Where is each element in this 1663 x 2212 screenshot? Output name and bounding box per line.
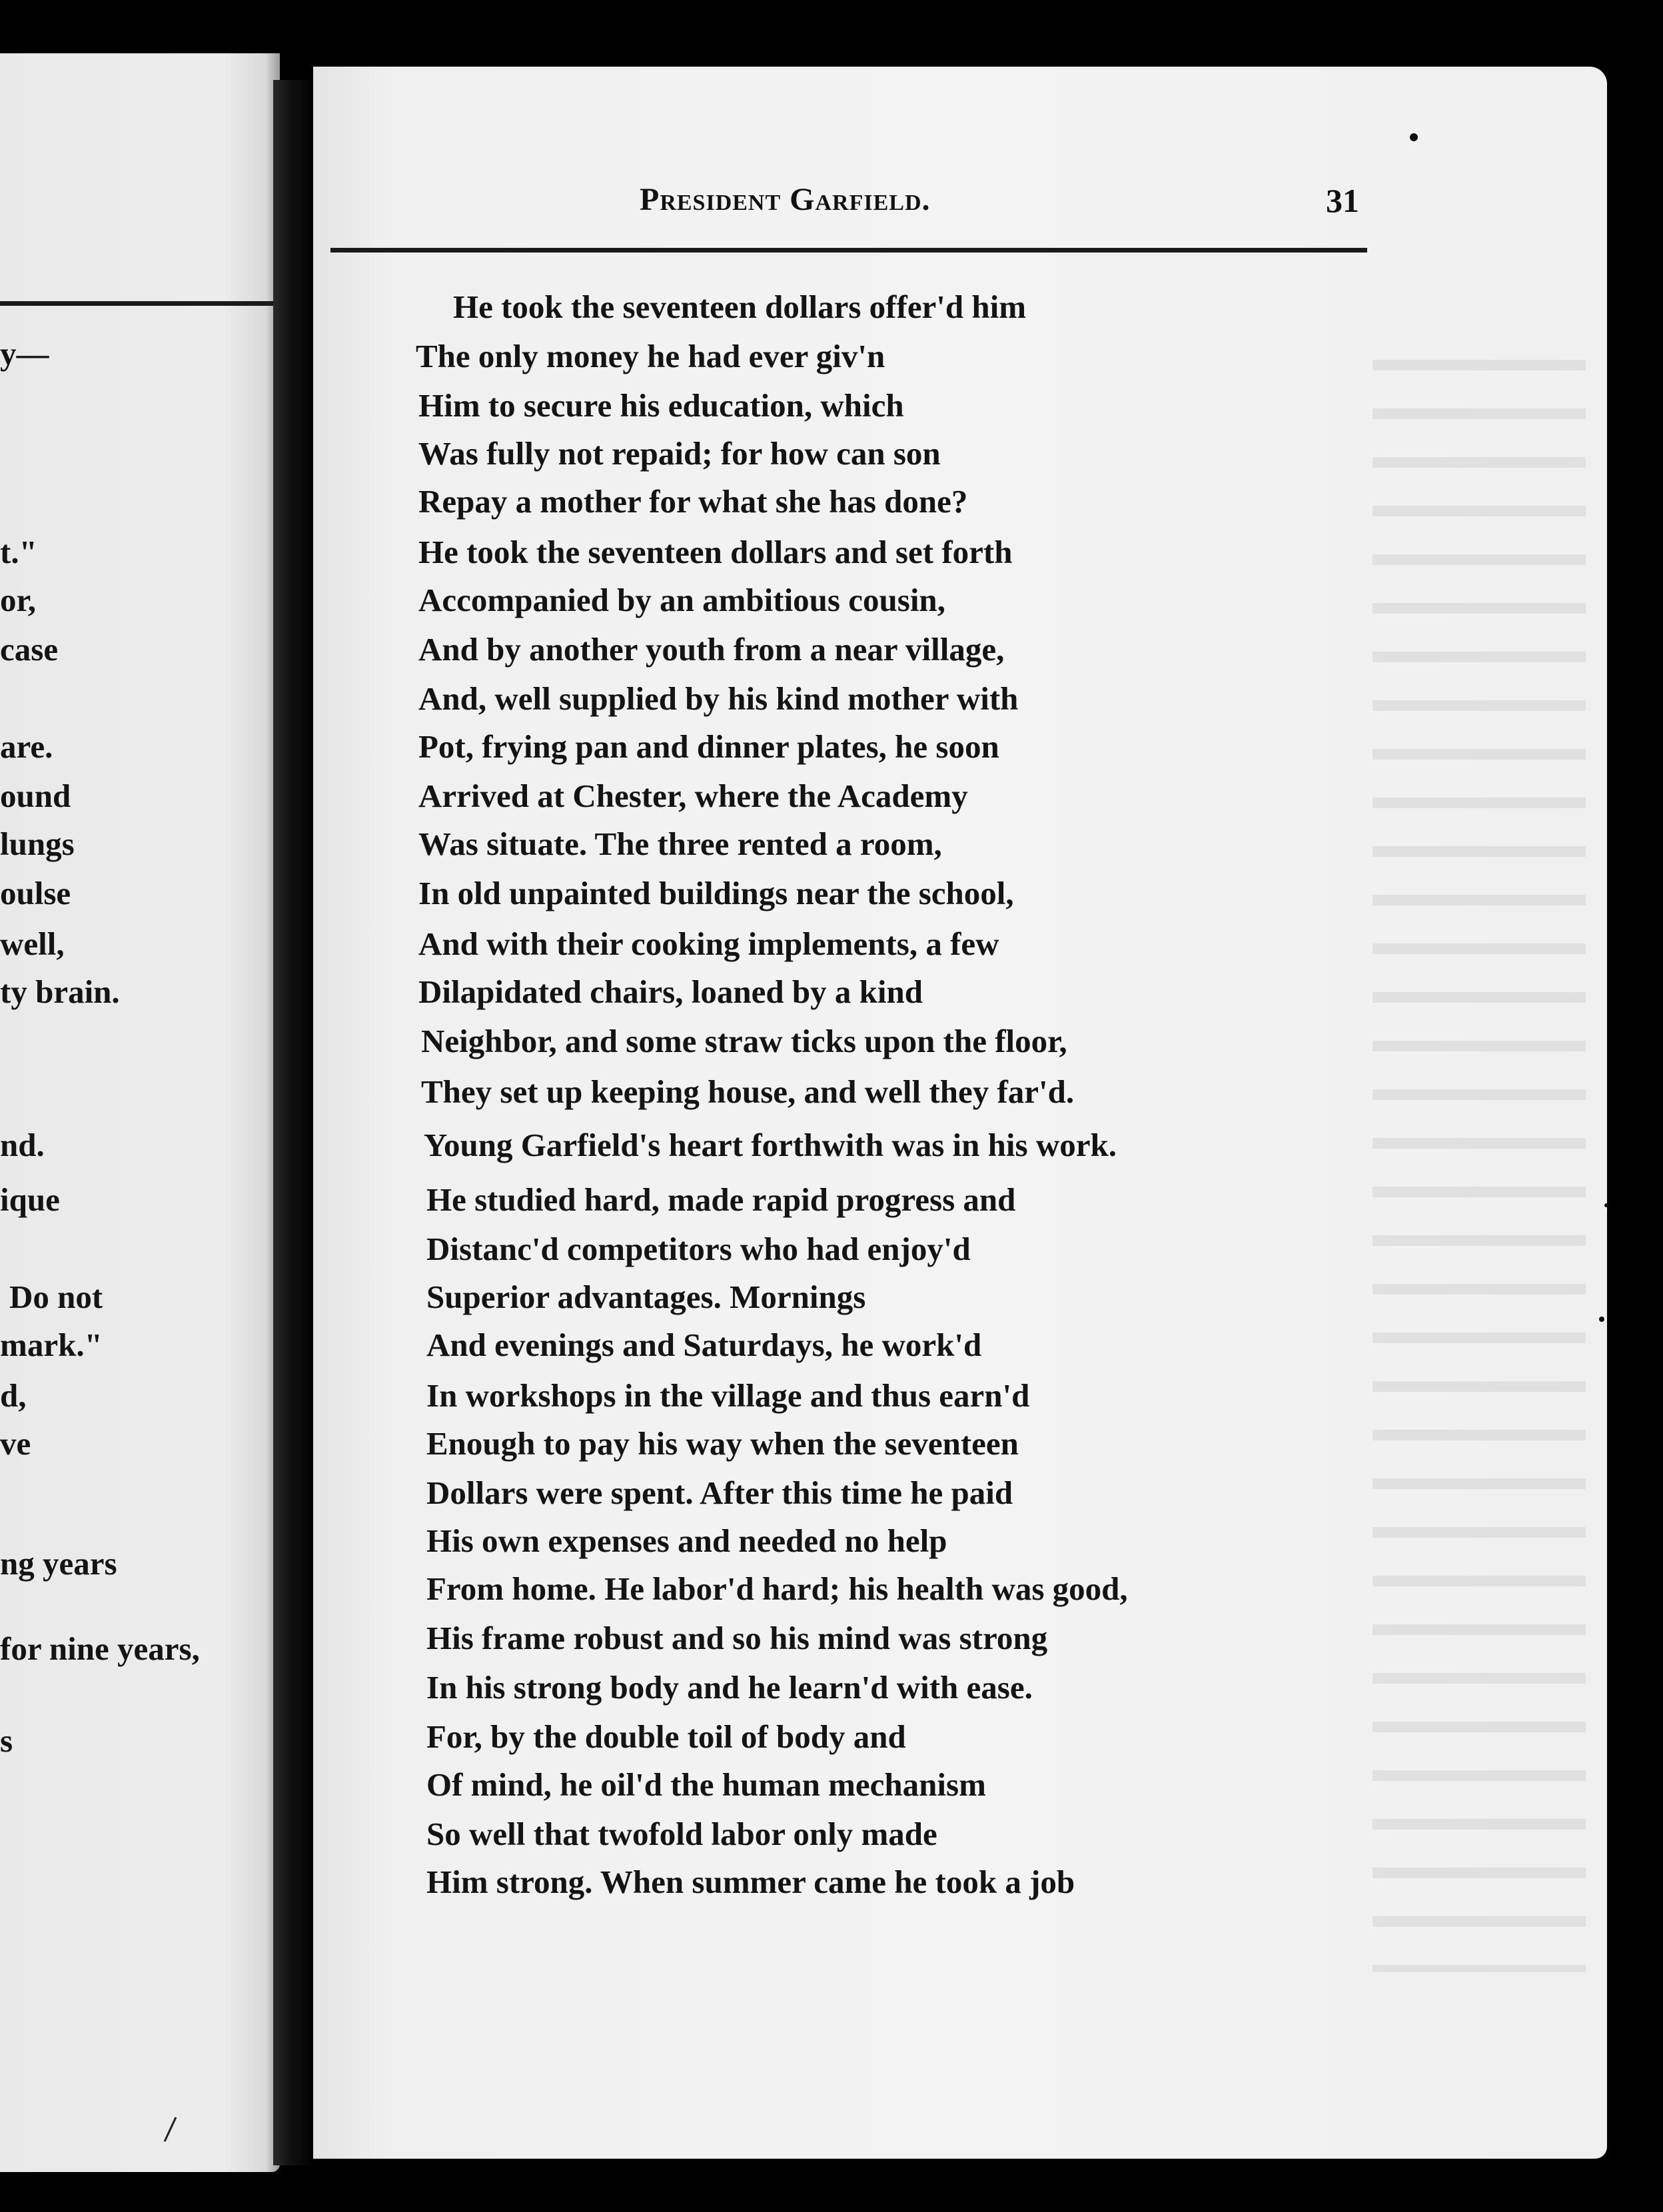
poem-line: Arrived at Chester, where the Academy [418, 778, 968, 814]
poem-line: The only money he had ever giv'n [416, 338, 885, 374]
left-page-line: Do not [9, 1279, 103, 1315]
left-page-line: well, [0, 925, 65, 962]
left-page-line: ound [0, 778, 71, 814]
poem-line: Pot, frying pan and dinner plates, he soon [418, 728, 999, 765]
poem-line: Him strong. When summer came he took a job [426, 1864, 1075, 1900]
left-page-line: y— [0, 335, 49, 372]
poem-line: Repay a mother for what she has done? [418, 483, 968, 520]
running-head: President Garfield. [640, 182, 931, 217]
dust-speck [1410, 133, 1418, 141]
poem-line: And, well supplied by his kind mother with [418, 680, 1019, 717]
left-page-line: s [0, 1722, 13, 1759]
left-page-line: ng years [0, 1545, 117, 1582]
left-page-line: for nine years, [0, 1630, 200, 1667]
left-page-line: oulse [0, 875, 71, 911]
left-page-line: t." [0, 534, 37, 570]
dust-speck [1604, 1203, 1608, 1207]
poem-line: In his strong body and he learn'd with ease. [426, 1669, 1033, 1706]
poem-line: Of mind, he oil'd the human mechanism [426, 1766, 986, 1803]
left-page-line: ique [0, 1181, 60, 1218]
left-page-rule [0, 301, 280, 306]
poem-line: Accompanied by an ambitious cousin, [418, 582, 945, 618]
poem-line: Dilapidated chairs, loaned by a kind [418, 973, 923, 1010]
poem-line: Neighbor, and some straw ticks upon the floor, [421, 1023, 1067, 1059]
poem-line: Was fully not repaid; for how can son [418, 435, 941, 472]
poem-line: Him to secure his education, which [418, 387, 904, 424]
left-page-line: d, [0, 1377, 27, 1414]
bleed-through-text [1373, 333, 1586, 1972]
left-page-line: nd. [0, 1127, 45, 1163]
poem-line: His frame robust and so his mind was strong [426, 1620, 1048, 1656]
header-rule [330, 248, 1367, 253]
left-page-line: ve [0, 1425, 31, 1462]
left-page-line: mark." [0, 1327, 103, 1363]
poem-line: Distanc'd competitors who had enjoy'd [426, 1231, 971, 1267]
book-gutter [273, 80, 316, 2165]
poem-line: And evenings and Saturdays, he work'd [426, 1327, 982, 1363]
poem-line: Dollars were spent. After this time he paid [426, 1474, 1013, 1511]
poem-line: Enough to pay his way when the seventeen [426, 1425, 1019, 1462]
left-page-line: are. [0, 728, 53, 765]
left-page-line: or, [0, 582, 37, 618]
poem-line: For, by the double toil of body and [426, 1718, 906, 1755]
left-page-line: lungs [0, 826, 75, 862]
poem-line: He took the seventeen dollars offer'd him [453, 288, 1027, 325]
dust-speck [1599, 1317, 1604, 1322]
poem-line: And with their cooking implements, a few [418, 925, 999, 962]
poem-line: Superior advantages. Mornings [426, 1279, 866, 1315]
poem-line: From home. He labor'd hard; his health was good, [426, 1570, 1128, 1607]
poem-line: He studied hard, made rapid progress and [426, 1181, 1016, 1218]
poem-line: Was situate. The three rented a room, [418, 826, 942, 862]
poem-line: Young Garfield's heart forthwith was in his work. [424, 1127, 1117, 1163]
poem-line: In workshops in the village and thus earn'd [426, 1377, 1030, 1414]
poem-line: So well that twofold labor only made [426, 1816, 937, 1852]
left-page [0, 53, 280, 2172]
poem-line: In old unpainted buildings near the school, [418, 875, 1014, 911]
left-page-line: case [0, 631, 59, 668]
poem-line: He took the seventeen dollars and set forth [418, 534, 1013, 570]
poem-line: His own expenses and needed no help [426, 1522, 947, 1559]
poem-line: They set up keeping house, and well they far'd. [421, 1073, 1075, 1110]
left-page-line: ty brain. [0, 973, 120, 1010]
poem-line: And by another youth from a near village, [418, 631, 1005, 668]
page-number: 31 [1326, 182, 1359, 219]
